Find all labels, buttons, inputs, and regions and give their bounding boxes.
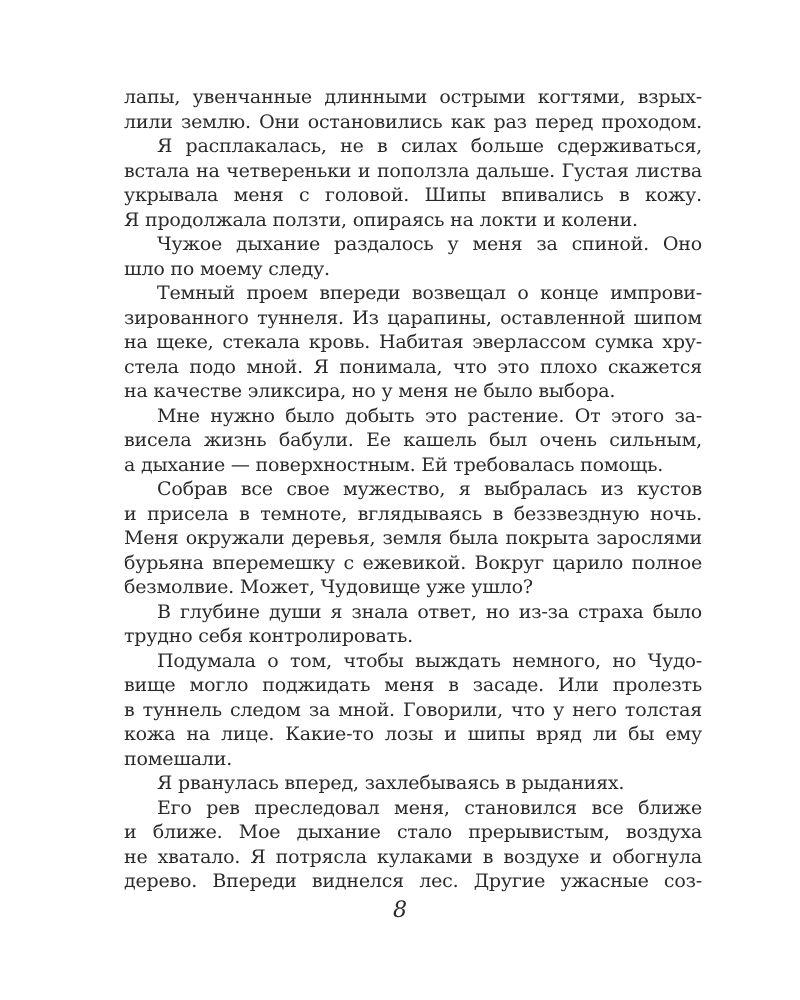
text-line: кожа на лице. Какие-то лозы и шипы вряд ли бы ему <box>124 723 702 745</box>
text-line: дерево. Впереди виднелся лес. Другие ужасные соз- <box>124 870 702 892</box>
text-line: на щеке, стекала кровь. Набитая эверлассом сумка хру- <box>124 331 702 353</box>
text-line: Я расплакалась, не в силах больше сдерживаться, <box>157 135 702 157</box>
text-line: зированного туннеля. Из царапины, оставленной шипом <box>124 306 702 329</box>
text-line: Чужое дыхание раздалось у меня за спиной. Оно <box>157 233 702 255</box>
text-line: висела жизнь бабули. Ее кашель был очень сильным, <box>124 429 702 451</box>
text-line: Темный проем впереди возвещал о конце импрови- <box>157 282 702 304</box>
text-line: помешали. <box>124 747 233 770</box>
text-line: встала на четвереньки и поползла дальше. Густая листва <box>124 159 702 182</box>
text-line: Я продолжала ползти, опираясь на локти и колени. <box>124 208 638 231</box>
page-number: 8 <box>393 898 407 923</box>
text-line: бурьяна вперемешку с ежевикой. Вокруг царило полное <box>124 551 702 574</box>
text-line: укрывала меня с головой. Шипы впивались в кожу. <box>124 184 702 206</box>
text-line: трудно себя контролировать. <box>124 625 413 647</box>
text-line: Собрав все свое мужество, я выбралась из кустов <box>157 478 702 500</box>
text-line: и ближе. Мое дыхание стало прерывистым, воздуха <box>124 821 702 843</box>
text-line: не хватало. Я потрясла кулаками в воздухе и обогнула <box>124 845 702 868</box>
text-line: и присела в темноте, вглядываясь в беззвездную ночь. <box>124 502 702 525</box>
text-line: а дыхание — поверхностным. Ей требовалась помощь. <box>124 453 664 476</box>
text-line: В глубине души я знала ответ, но из-за страха было <box>157 600 702 623</box>
text-line: Его рев преследовал меня, становился все ближе <box>157 796 702 819</box>
text-line: Я рванулась вперед, захлебываясь в рыданиях. <box>157 772 625 794</box>
text-line: Меня окружали деревья, земля была покрыта зарослями <box>124 527 702 549</box>
text-line: в туннель следом за мной. Говорили, что у него толстая <box>124 698 702 721</box>
text-line: лили землю. Они остановились как раз перед проходом. <box>124 110 702 133</box>
book-page-text <box>124 85 702 894</box>
text-line: лапы, увенчанные длинными острыми когтями, взрых- <box>124 86 702 108</box>
text-line: на качестве эликсира, но у меня не было выбора. <box>124 380 616 402</box>
text-line: шло по моему следу. <box>124 257 330 280</box>
text-line: безмолвие. Может, Чудовище уже ушло? <box>124 576 533 598</box>
text-line: Подумала о том, чтобы выждать немного, но Чудо- <box>157 649 702 672</box>
text-line: Мне нужно было добыть это растение. От этого за- <box>157 404 702 427</box>
text-line: стела подо мной. Я понимала, что это плохо скажется <box>124 355 702 378</box>
text-line: вище могло поджидать меня в засаде. Или пролезть <box>124 674 702 696</box>
